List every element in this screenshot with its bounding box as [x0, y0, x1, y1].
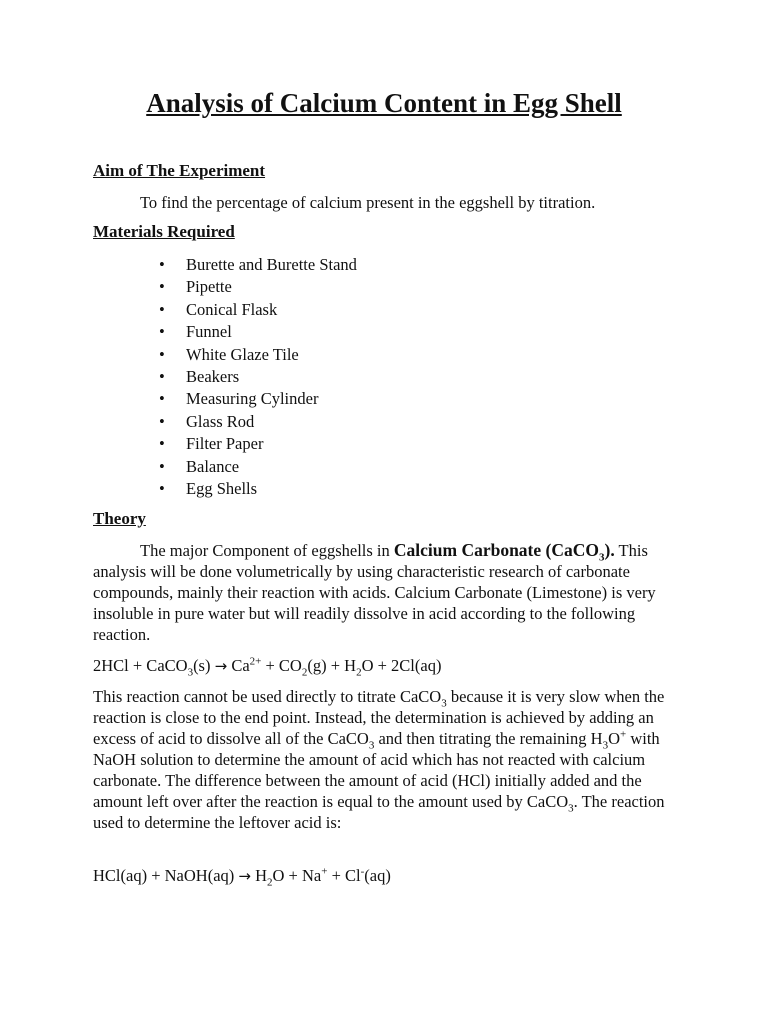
- bullet-icon: •: [159, 411, 165, 431]
- reaction-equation-1: 2HCl + CaCO$_3$(s) → $Ca^{2+} + CO_2(g) + H_2O + 2Cl(aq)$: [93, 655, 442, 679]
- theory-heading: Theory: [93, 509, 146, 528]
- bullet-icon: •: [159, 456, 165, 476]
- arrow-right-icon: →: [214, 657, 228, 675]
- theory-paragraph-1: The major Component of eggshells in Calcium Carbonate (CaCO$_3$). This analysis will be done volumetrically by using characteristic research of carbonate compounds, mainly their reaction with acids. Calcium Carbonate (Limestone) is very insoluble in pure water but will readily dissolve in acid according to the following reaction.: [93, 540, 656, 644]
- bullet-icon: •: [159, 344, 165, 364]
- bullet-icon: •: [159, 478, 165, 498]
- list-item: • Beakers: [93, 366, 357, 388]
- document-title: Analysis of Calcium Content in Egg Shell: [146, 88, 622, 118]
- aim-text: To find the percentage of calcium present in the eggshell by titration.: [140, 193, 596, 212]
- bullet-icon: •: [159, 299, 165, 319]
- list-item: • Funnel: [93, 321, 357, 343]
- bullet-icon: •: [159, 434, 165, 454]
- bullet-icon: •: [159, 277, 165, 297]
- reaction-equation-2: HCl(aq) + NaOH(aq) → $H_2O + Na^+ + Cl^-(aq)$: [93, 865, 391, 889]
- list-item: • White Glaze Tile: [93, 344, 357, 366]
- arrow-right-icon: →: [238, 867, 251, 885]
- list-item: • Balance: [93, 456, 357, 478]
- materials-list: [93, 254, 357, 500]
- list-item: • Filter Paper: [93, 433, 357, 455]
- list-item: • Glass Rod: [93, 411, 357, 433]
- aim-heading: Aim of The Experiment: [93, 161, 266, 180]
- bullet-icon: •: [159, 366, 165, 386]
- calcium-carbonate-term: Calcium Carbonate (CaCO$_3$).: [393, 540, 615, 564]
- list-item: • Burette and Burette Stand: [93, 254, 357, 276]
- materials-heading: Materials Required: [93, 222, 235, 241]
- bullet-icon: •: [159, 322, 165, 342]
- list-item: • Egg Shells: [93, 478, 357, 500]
- list-item: • Conical Flask: [93, 299, 357, 321]
- theory-paragraph-2: This reaction cannot be used directly to titrate CaCO$_3$ because it is very slow when the reaction is close to the end point. Instead, the determination is achieved by adding an excess of acid to dissolve all of the CaCO$_3$ and then titrating the remaining $H_3O^+$ with NaOH solution to determine the amount of acid which has not reacted with calcium carbonate. The difference between the amount of acid (HCl) initially added and the amount left over after the reaction is equal to the amount used by CaCO$_3$. The reaction used to determine the leftover acid is:: [93, 687, 665, 832]
- bullet-icon: •: [159, 389, 165, 409]
- list-item: • Measuring Cylinder: [93, 388, 357, 410]
- list-item: • Pipette: [93, 276, 357, 298]
- bullet-icon: •: [159, 255, 165, 274]
